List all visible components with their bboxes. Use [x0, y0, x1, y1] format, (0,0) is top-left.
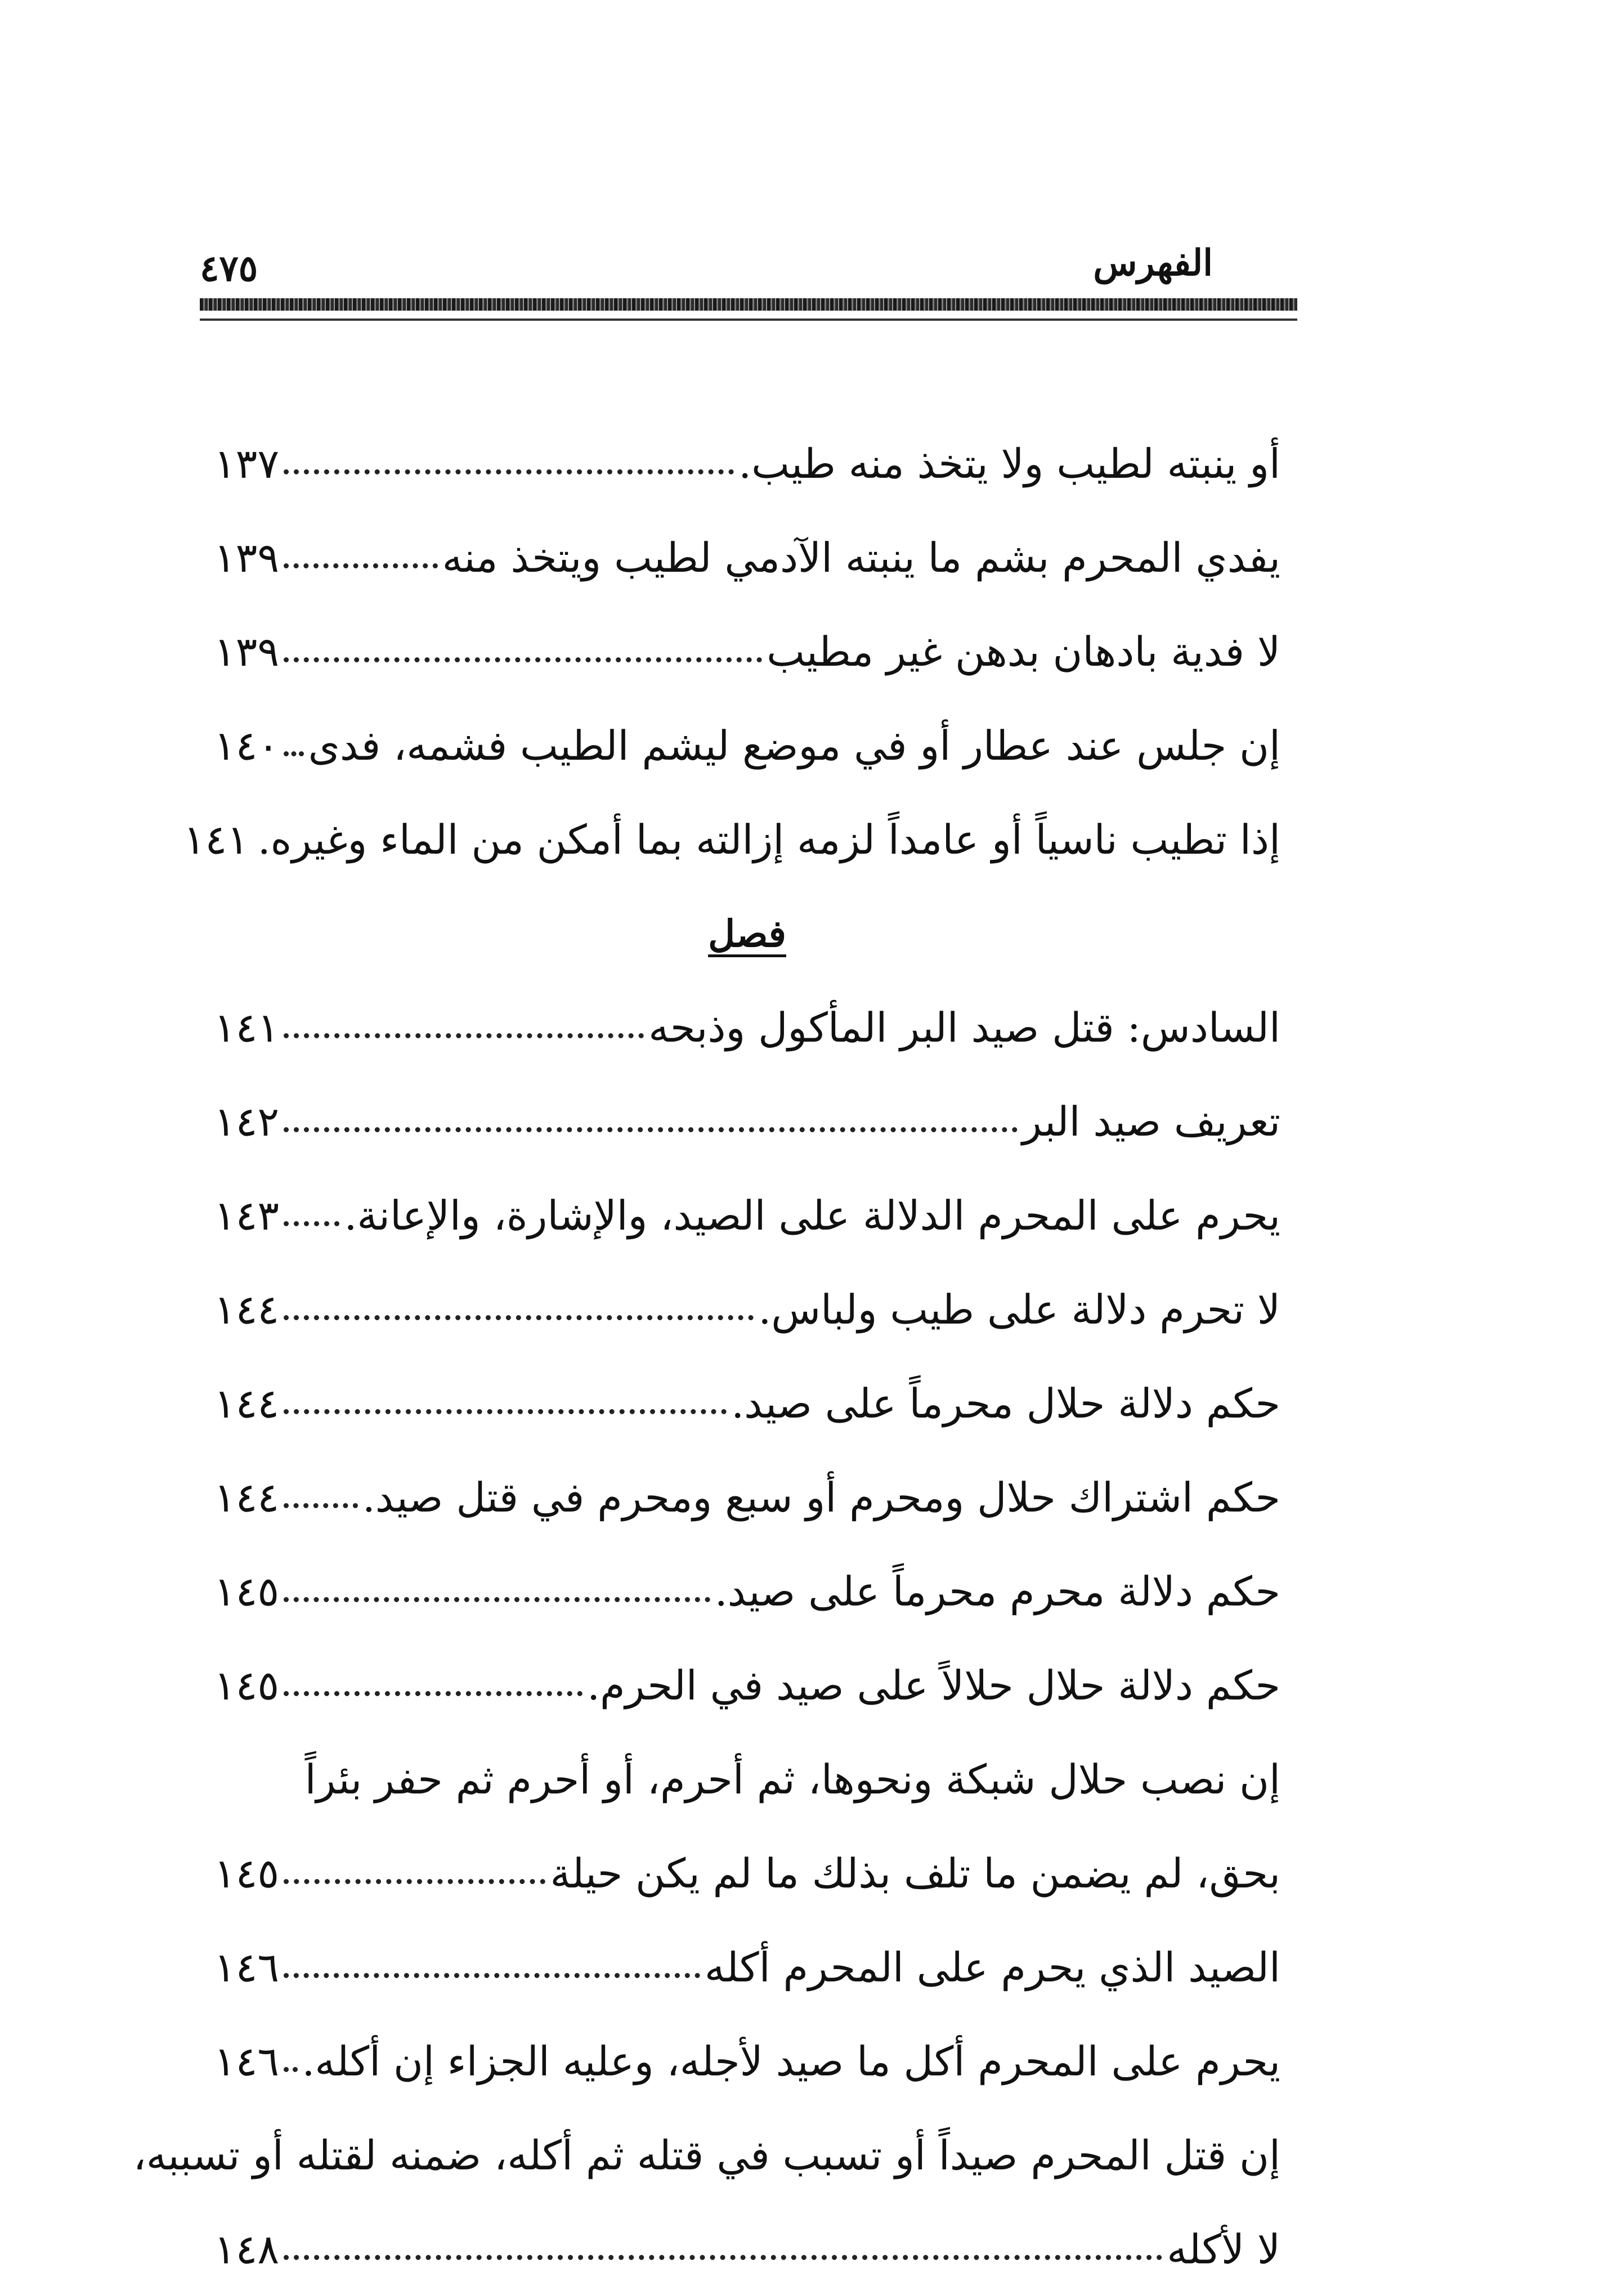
dot-leader [284, 1127, 1018, 1132]
entry-text: تعريف صيد البر [1022, 1097, 1280, 1145]
toc-entry [214, 1638, 1280, 1732]
toc-entry [214, 1544, 1280, 1638]
toc-entry [214, 1450, 1280, 1544]
toc-entry [214, 510, 1280, 604]
entry-text: إن جلس عند عطار أو في موضع ليشم الطيب فشمه، فدى [308, 721, 1280, 769]
entry-page: ١٣٧ [214, 440, 280, 487]
entry-text: حكم دلالة حلال محرماً على صيد. [731, 1379, 1280, 1427]
dot-leader [284, 1879, 545, 1884]
page-number: ٤٧٥ [200, 248, 258, 290]
toc-entry [214, 1356, 1280, 1450]
entry-text: إن قتل المحرم صيداً أو تسبب في قتله ثم أكله، ضمنه لقتله أو تسببه، [133, 2131, 1280, 2179]
entry-text: لا لأكله [1167, 2225, 1280, 2273]
entry-text: يحرم على المحرم أكل ما صيد لأجله، وعليه الجزاء إن أكله. [302, 2037, 1280, 2085]
dot-leader [284, 1315, 754, 1320]
toc-entry [214, 604, 1280, 698]
entry-text: إذا تطيب ناسياً أو عامداً لزمه إزالته بما أمكن من الماء وغيره. [257, 815, 1280, 863]
entry-text: بحق، لم يضمن ما تلف بذلك ما لم يكن حيلة [550, 1849, 1280, 1897]
dot-leader [284, 1597, 710, 1602]
entry-page: ١٤١ [214, 1003, 280, 1051]
entry-page: ١٤٣ [214, 1191, 280, 1239]
entry-page: ١٤٥ [214, 1849, 280, 1897]
entry-text: أو ينبته لطيب ولا يتخذ منه طيب. [738, 440, 1280, 487]
toc-entry [214, 1262, 1280, 1356]
section-heading [214, 886, 1280, 980]
dot-leader [284, 2255, 1162, 2260]
header-rule [200, 298, 1297, 311]
entry-text: حكم اشتراك حلال ومحرم أو سبع ومحرم في قتل صيد. [362, 1473, 1280, 1521]
dot-leader [284, 1973, 700, 1978]
entry-page: ١٤٥ [214, 1661, 280, 1709]
dot-leader [284, 751, 304, 756]
header-rule-thin [200, 319, 1297, 321]
dot-leader [284, 657, 762, 662]
toc-entry [214, 1074, 1280, 1168]
toc-entry [214, 1826, 1280, 1920]
entry-page: ١٤٤ [214, 1473, 280, 1521]
entry-text: إن نصب حلال شبكة ونحوها، ثم أحرم، أو أحرم ثم حفر بئراً [304, 1755, 1280, 1803]
entry-text: السادس: قتل صيد البر المأكول وذبحه [648, 1003, 1280, 1051]
toc-entry [214, 698, 1280, 792]
page-header [200, 242, 1297, 290]
entry-page: ١٤٠ [214, 721, 280, 769]
toc-entry [214, 2202, 1280, 2296]
toc-entry [214, 980, 1280, 1074]
entry-text: الصيد الذي يحرم على المحرم أكله [704, 1943, 1280, 1991]
dot-leader [284, 563, 438, 568]
dot-leader [284, 1691, 583, 1696]
entry-text: حكم دلالة حلال حلالاً على صيد في الحرم. [587, 1661, 1280, 1709]
entry-page: ١٤٢ [214, 1097, 280, 1145]
toc-entry [214, 416, 1280, 510]
toc-entry [214, 1920, 1280, 2014]
toc-entry [183, 792, 1280, 886]
dot-leader [284, 1409, 727, 1414]
dot-leader [284, 469, 734, 474]
toc-entry [214, 2014, 1280, 2108]
entry-page: ١٤٨ [214, 2225, 280, 2273]
table-of-contents [133, 416, 1280, 2296]
entry-page: ١٣٩ [214, 627, 280, 675]
entry-page: ١٤٦ [214, 2037, 280, 2085]
header-title: الفهرس [1093, 242, 1213, 284]
entry-page: ١٤٥ [214, 1567, 280, 1615]
dot-leader [284, 2067, 298, 2072]
dot-leader [284, 1033, 644, 1038]
toc-entry [214, 1168, 1280, 1262]
toc-entry-continued [133, 2108, 1280, 2202]
entry-text: لا تحرم دلالة على طيب ولباس. [758, 1285, 1280, 1333]
entry-text: حكم دلالة محرم محرماً على صيد. [714, 1567, 1280, 1615]
entry-page: ١٤٤ [214, 1285, 280, 1333]
dot-leader [284, 1221, 339, 1226]
section-heading-text: فصل [708, 911, 786, 956]
entry-page: ١٤٦ [214, 1943, 280, 1991]
toc-entry-continued [214, 1732, 1280, 1826]
entry-page: ١٤٤ [214, 1379, 280, 1427]
entry-text: يحرم على المحرم الدلالة على الصيد، والإشارة، والإعانة. [344, 1191, 1280, 1239]
dot-leader [284, 1503, 358, 1508]
entry-text: يفدي المحرم بشم ما ينبته الآدمي لطيب ويتخذ منه [442, 533, 1280, 581]
entry-page: ١٣٩ [214, 533, 280, 581]
entry-page: ١٤١ [183, 815, 249, 863]
entry-text: لا فدية بادهان بدهن غير مطيب [767, 627, 1280, 675]
